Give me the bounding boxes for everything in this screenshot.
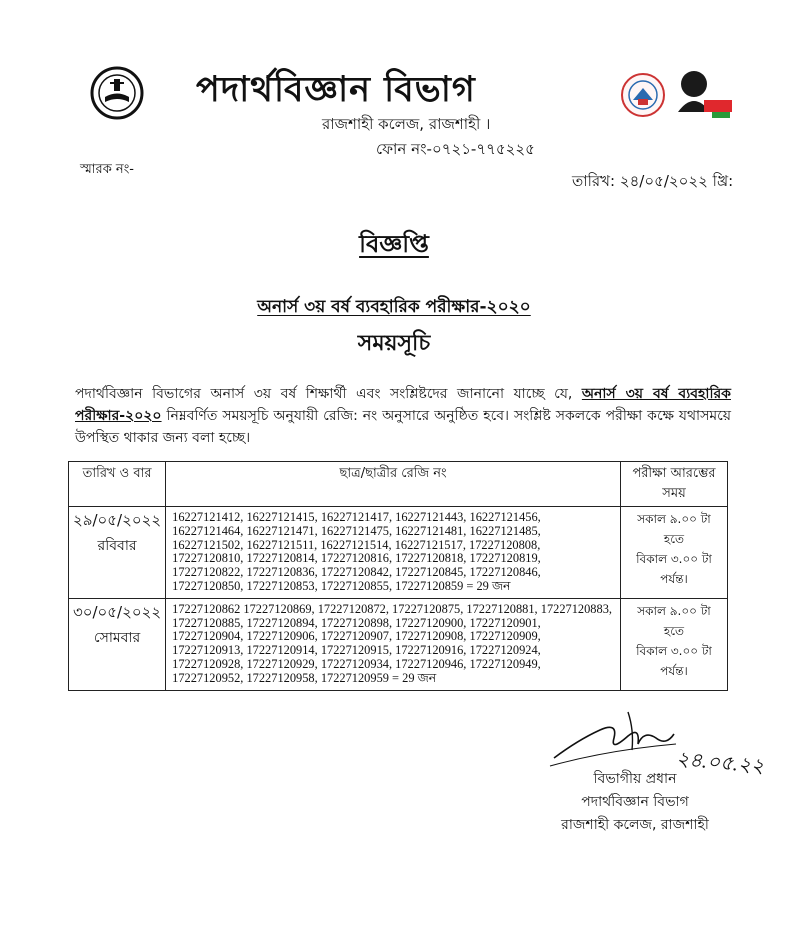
row-time-end: বিকাল ৩.০০ টা <box>636 552 712 566</box>
college-address: রাজশাহী কলেজ, রাজশাহী । <box>322 115 491 133</box>
college-emblem-icon <box>620 72 666 118</box>
row-day: রবিবার <box>97 538 137 554</box>
phone-number: ফোন নং-০৭২১-৭৭৫২২৫ <box>376 140 535 158</box>
row-date-cell <box>69 507 166 599</box>
table-row <box>69 507 728 599</box>
row-time-end: বিকাল ৩.০০ টা <box>636 643 712 658</box>
memo-number-label: স্মারক নং- <box>80 162 134 177</box>
header-exam-time: পরীক্ষা আরম্ভের সময় <box>621 462 728 507</box>
row-date-cell <box>69 598 166 690</box>
row-time-tail: পর্যন্ত। <box>660 663 688 678</box>
row-time-tail: পর্যন্ত। <box>660 572 688 586</box>
notice-heading-text: বিজ্ঞপ্তি <box>359 230 429 258</box>
row-date: ২৯/০৫/২০২২ <box>73 511 162 529</box>
row-registration-list: 16227121412, 16227121415, 16227121417, 16227121443, 16227121456, 16227121464, 16227121471, 16227121475, 16227121481, 16227121485, 16227121502, 16227121511, 16227121514, 16227121517, 17227120808, 17227120810, 17227120814, 17227120816, 17227120818, 17227120819, 17227120822, 17227120836, 17227120842, 17227120845, 17227120846, 17227120850, 17227120853, 17227120855, 17227120859 = 29 জন <box>166 507 621 599</box>
notice-body <box>75 383 731 449</box>
row-time-start: সকাল ৯.০০ টা <box>637 603 711 618</box>
row-registration-list: 17227120862 17227120869, 17227120872, 17227120875, 17227120881, 17227120883, 17227120885, 17227120894, 17227120898, 17227120900, 17227120901, 17227120904, 17227120906, 17227120907, 17227120908, 17227120909, 17227120913, 17227120914, 17227120915, 17227120916, 17227120924, 17227120928, 17227120929, 17227120934, 17227120946, 17227120949, 17227120952, 17227120958, 17227120959 = 29 জন <box>166 598 621 690</box>
mujib-borsho-logo-icon <box>672 66 734 120</box>
header-date-day: তারিখ ও বার <box>69 462 166 507</box>
row-time-cell <box>621 598 728 690</box>
college-logo-icon <box>90 66 144 120</box>
table-row <box>69 598 728 690</box>
notice-body-emphasis: অনার্স ৩য় বর্ষ ব্যবহারিক পরীক্ষার-২০২০ <box>75 386 731 424</box>
notice-body-part2: নিম্নবর্ণিত সময়সূচি অনুযায়ী রেজি: নং অনুসারে অনুষ্ঠিত হবে। সংশ্লিষ্ট সকলকে পরীক্ষা কক্ষে যথাসময়ে উপস্থিত থাকার জন্য বলা হচ্ছে। <box>75 408 731 446</box>
row-day: সোমবার <box>93 629 141 646</box>
department-title: পদার্থবিজ্ঞান বিভাগ <box>196 70 476 110</box>
exam-title <box>0 294 788 322</box>
signature-date: ২৪.০৫.২২ <box>675 748 765 778</box>
schedule-table <box>68 461 728 691</box>
row-time-mid: হতে <box>663 623 685 638</box>
row-time-start: সকাল ৯.০০ টা <box>637 512 711 526</box>
schedule-title: সময়সূচি <box>357 331 431 356</box>
row-time-cell <box>621 507 728 599</box>
signatory-title: বিভাগীয় প্রধান <box>593 771 677 787</box>
row-date: ৩০/০৫/২০২২ <box>73 602 162 621</box>
header-registration: ছাত্র/ছাত্রীর রেজি নং <box>166 462 621 507</box>
notice-date: তারিখ: ২৪/০৫/২০২২ খ্রি: <box>572 172 734 190</box>
signatory-college: রাজশাহী কলেজ, রাজশাহী <box>561 817 709 833</box>
signatory-block <box>540 768 730 837</box>
notice-heading <box>0 226 788 266</box>
row-time-mid: হতে <box>663 532 685 546</box>
exam-title-text: অনার্স ৩য় বর্ষ ব্যবহারিক পরীক্ষার-২০২০ <box>257 297 531 317</box>
signatory-department: পদার্থবিজ্ঞান বিভাগ <box>581 794 689 810</box>
notice-body-part1: পদার্থবিজ্ঞান বিভাগের অনার্স ৩য় বর্ষ শিক্ষার্থী এবং সংশ্লিষ্টদের জানানো যাচ্ছে যে, <box>75 386 582 402</box>
table-header-row <box>69 462 728 507</box>
